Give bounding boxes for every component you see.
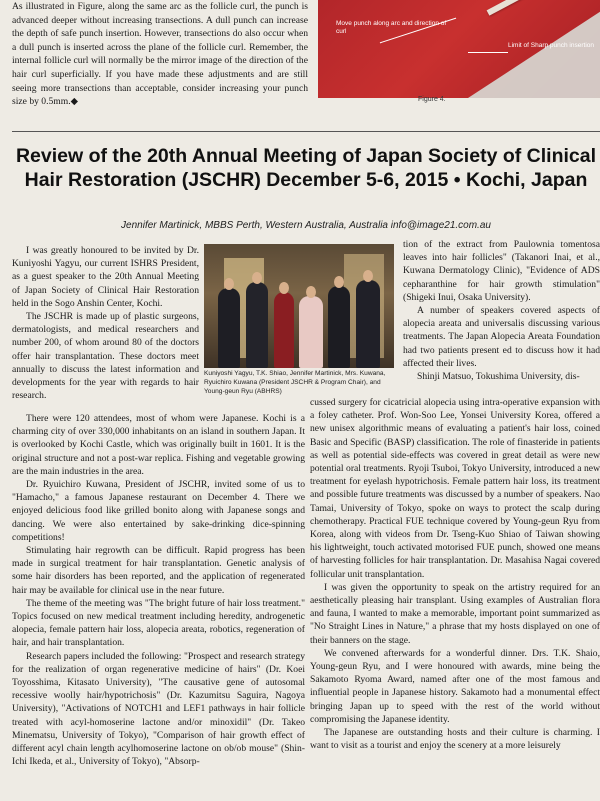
photo-person	[246, 282, 268, 368]
figure-label-right: Limit of Sharp punch insertion	[508, 42, 594, 49]
column-left-top	[12, 244, 199, 402]
paragraph: Shinji Matsuo, Tokushima University, dis-	[417, 371, 580, 383]
article-byline: Jennifer Martinick, MBBS Perth, Western Australia, Australia info@image21.com.au	[121, 220, 491, 231]
paragraph: cussed surgery for cicatricial alopecia using intra-operative expansion with a foley catheter. Prof. Won-Soo Lee, Yonsei University Korea, offered a new unisex algorithmic means of evaluating a patient's hair loss, coined Basic and Specific (BASP) classification. The role of finasteride in patients as well as potential side-effects was covered in great detail as were new potential oral treatments. Ryoji Tsuboi, Tokyo University, introduced a new treatment for eyelash hypotrichosis. Female pattern hair loss, its treatment and possible future treatments was discussed by a number of speakers. Nao Tamai, University of Tokyo, spoke on ways to protect the scalp during chemotherapy. Practical FUE technique covered by Young-geun Ryu from Korea, along with videos from Dr. Tseng-Kuo Shiao of Taiwan showing his lightweight, touch activated motorised FUE punch, showed one means of harvesting follicles for hair transplantation. Dr. Masahisa Nagai covered follicular unit transplantation.	[310, 397, 600, 580]
section-divider	[12, 131, 600, 132]
column-left-bottom	[12, 412, 305, 768]
photo-person-head	[334, 276, 344, 288]
paragraph: Research papers included the following: "Prospect and research strategy for the realization of organ regenerative medicine of hairs" (Dr. Koei Toyosshima, Kitasato University), "The causative gene of autosomal recessive woolly hair/hypotrichosis" (Dr. Kazumitsu Saguira, Nagoya University), "Activations of NOTCH1 and LEF1 pathways in hair follicle treated with acyl-homoserine lactone and/or minoxidil" (Dr. Takeo Minematsu, University of Tokyo), "Comparison of hair growth effect of different acyl chain length acylhomoserine lactone on ob/ob mouse" (Shin-Ichi Ikeda, et al., University of Tokyo), "Absorp-	[12, 650, 305, 768]
photo-person	[328, 286, 350, 368]
paragraph: Stimulating hair regrowth can be difficult. Rapid progress has been made in surgical treatment for hair transplantation. Genetic analysis of some hair disorders has been reported, and the application of regenerated hair may be available for clinical use in the near future.	[12, 545, 305, 596]
figure-label-left: Move punch along arc and direction of curl	[336, 20, 447, 35]
paragraph: A number of speakers covered aspects of alopecia areata and universalis discussing various treatments. The Japan Alopecia Areata Foundation had two patients present ed to discuss how it had affected their lives.	[403, 305, 600, 369]
paragraph: There were 120 attendees, most of whom were Japanese. Kochi is a charming city of over 330,000 inhabitants on an island in southern Japan. It is overlooked by Kochi Castle, which was originally built in 1601. It is the original structure and not a post-war replica. Fishing and vegetable growing are the main industries in the area.	[12, 413, 305, 477]
paragraph: I was given the opportunity to speak on the artistry required for an aesthetically pleasing hair transplant. Using examples of Australian flora and fauna, I wanted to make a memorable, important point summarized as "No Straight Lines in Nature," a phrase that my hosts displayed on one of their banners on the stage.	[310, 581, 600, 646]
photo-person-head	[252, 272, 262, 284]
photo-person-head	[363, 270, 373, 282]
figure-pointer-line	[468, 52, 508, 53]
paragraph: We convened afterwards for a wonderful dinner. Drs. T.K. Shaio, Young-geun Ryu, and I were honoured with awards, mine being the Sakamoto Ryoma Award, named after one of the most famous and influential people in Japanese history. Sakamoto had a monumental effect bringing Japan up to speed with the rest of the world without compromising the Japanese identity.	[310, 647, 600, 725]
paragraph: Dr. Ryuichiro Kuwana, President of JSCHR, invited some of us to "Hamacho," a famous Japanese restaurant on December 4. There we enjoyed delicious food like grilled bonito along with Japanese songs and dancing. We were also entertained by sake-drinking dice-spinning competitions!	[12, 479, 305, 543]
figure-4-illustration	[318, 0, 600, 98]
paragraph: The theme of the meeting was "The bright future of hair loss treatment." Topics focused on new medical treatment including heredity, androgenetic alopecia, female pattern hair loss, alopecia areata, robotics, regeneration of hair, and hair transplantation.	[12, 597, 305, 649]
paragraph: The JSCHR is made up of plastic surgeons, dermatologists, and medical researchers and number 200, of whom around 80 of the doctors offer hair transplantation. These doctors meet annually to discuss the latest information and developments for the year with regards to hair research.	[12, 311, 199, 402]
column-right-top	[403, 238, 600, 383]
column-right-bottom	[310, 396, 600, 752]
photo-caption: Kuniyoshi Yagyu, T.K. Shiao, Jennifer Martinick, Mrs. Kuwana, Ryuichiro Kuwana (President JSCHR & Program Chair), and Young-geun Ryu (ABHRS)	[204, 370, 386, 395]
photo-person	[274, 292, 294, 368]
group-photo	[204, 244, 394, 368]
paragraph: I was greatly honoured to be invited by Dr. Kuniyoshi Yagyu, our current ISHRS President, as a guest speaker to the 20th Annual Meeting of Japan Society of Clinical Hair Restoration held in the Sogo Anshin Center, Kochi.	[12, 245, 199, 309]
figure-caption: Figure 4.	[418, 96, 446, 103]
photo-person-head	[224, 278, 234, 290]
photo-person-head	[306, 286, 316, 298]
photo-person	[299, 296, 323, 368]
photo-person	[356, 280, 380, 368]
paragraph: tion of the extract from Paulownia tomentosa leaves into hair follicles" (Takanori Inai, et al., Kuwana Dermatology Clinic), "Evidence of ADS cepharanthine for hair growth stimulation" (Shigeki Inui, Osaka University).	[403, 239, 600, 303]
photo-person	[218, 288, 240, 368]
article-title: Review of the 20th Annual Meeting of Japan Society of Clinical Hair Restoration (JSCHR) December 5-6, 2015 • Kochi, Japan	[15, 145, 597, 191]
paragraph: The Japanese are outstanding hosts and their culture is charming. I want to visit as a tourist and enjoy the scenery at a more leisurely	[310, 727, 600, 752]
photo-person-head	[279, 282, 289, 294]
previous-article-ending: As illustrated in Figure, along the same arc as the follicle curl, the punch is advanced deeper without increasing transections. A dull punch can increase the depth of safe punch insertion. However, transections do also occur when a dull punch is inserted across the plane of the follicle curl. Remember, the internal follicle curl will normally be the mirror image of the direction of the hair curl superficially. If you have made these adjustments and are still seeing more transections than acceptable, consider increasing your punch size by 0.5mm.◆	[12, 1, 308, 108]
